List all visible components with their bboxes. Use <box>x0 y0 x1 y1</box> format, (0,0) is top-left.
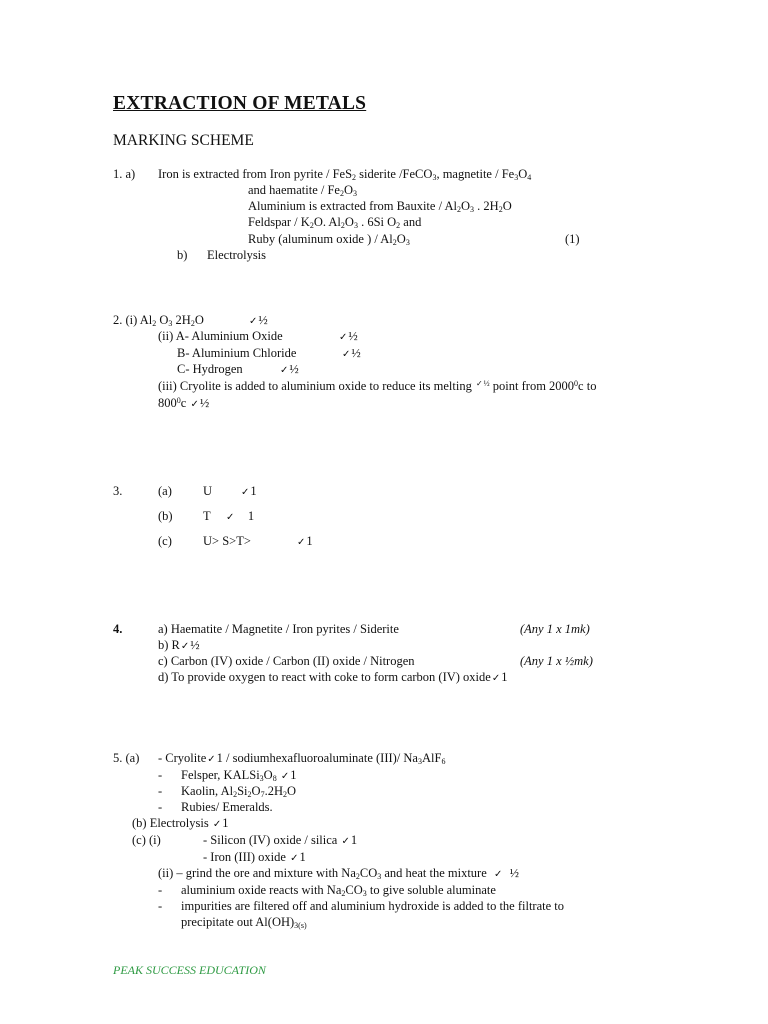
q3-b-answer: T <box>203 509 211 523</box>
q4-a-mark: (Any 1 x 1mk) <box>520 622 590 636</box>
q2-ii-b-mark: ✓½ <box>342 346 361 360</box>
tick-icon: ✓ <box>226 512 235 523</box>
q2-line-i: 2. (i) $Al_2$ $O_3$ $2H_2O$ <box>113 313 204 328</box>
q4-c: c) Carbon (IV) oxide / Carbon (II) oxide / Nitrogen <box>158 654 415 668</box>
q3-a-answer: U <box>203 484 213 498</box>
tick-icon: ✓ <box>212 819 222 830</box>
tick-icon: ✓ <box>207 754 216 765</box>
q2-iii-line2: $800^0c$ ✓½ <box>158 396 210 410</box>
q1-iron-line: Iron is extracted from Iron pyrite / FeS$_2$ siderite /FeCO$_3$, magnetite / $Fe_3O_4$ <box>158 167 532 182</box>
bullet-dash: - <box>158 800 163 814</box>
q1-mark: (1) <box>565 232 580 246</box>
tick-icon: ✓ <box>249 316 258 327</box>
bullet-dash: - <box>158 768 163 782</box>
q5-c-ii1: (ii) – grind the ore and mixture with $Na_2CO_3$ and heat the mixture ✓ ½ <box>158 866 520 881</box>
q2-ii-b: B- Aluminium Chloride <box>177 346 297 360</box>
tick-icon: ✓ <box>475 379 483 388</box>
q3-b-label: (b) <box>158 509 173 523</box>
q5-c-ii3: impurities are filtered off and aluminium hydroxide is added to the filtrate to <box>181 899 564 913</box>
q2-ii-a-mark: ✓½ <box>339 329 358 343</box>
q5-c-i1: - Silicon (IV) oxide / silica ✓1 <box>203 833 358 847</box>
q5-c-ii4: precipitate out $Al(OH)_{3(s)}$ <box>181 915 307 930</box>
q2-ii-c-mark: ✓½ <box>280 362 299 376</box>
tick-icon: ✓ <box>241 487 250 498</box>
q2-i-mark: ✓½ <box>249 313 268 327</box>
q2-ii-c: C- Hydrogen <box>177 362 243 376</box>
q5-a4: Rubies/ Emeralds. <box>181 800 273 814</box>
q1-ruby-line: Ruby (aluminum oxide ) / $Al_2O_3$ <box>248 232 410 247</box>
tick-icon: ✓ <box>342 349 351 360</box>
q4-c-mark: (Any 1 x ½mk) <box>520 654 593 668</box>
q3-number: 3. <box>113 484 123 498</box>
bullet-dash: - <box>158 784 163 798</box>
bullet-dash: - <box>158 899 163 913</box>
q5-a3: Kaolin, $Al_2Si_2O_7.2H_2O$ <box>181 784 296 799</box>
footer-brand: PEAK SUCCESS EDUCATION <box>113 963 266 977</box>
q5-c-ii2: aluminium oxide reacts with $Na_2CO_3$ to give soluble aluminate <box>181 883 496 898</box>
q4-b: b) R✓½ <box>158 638 200 652</box>
q5-b: (b) Electrolysis ✓1 <box>132 816 229 830</box>
q4-a: a) Haematite / Magnetite / Iron pyrites / Siderite <box>158 622 399 636</box>
q1-number: 1. a) <box>113 167 136 181</box>
q5-c-label: (c) (i) <box>132 833 161 847</box>
q2-iii-line: (iii) Cryolite is added to aluminium oxide to reduce its melting ✓$^{\frac{1}{2}}$ point from 2000$^0$c to <box>158 379 597 393</box>
q1-haematite-line: and haematite / $Fe_2O_3$ <box>248 183 358 198</box>
tick-icon: ✓ <box>491 673 501 684</box>
q4-number: 4. <box>113 622 123 636</box>
q1-b-answer: Electrolysis <box>207 248 267 262</box>
q3-c-answer: U> S>T> <box>203 534 251 548</box>
q1-b-label: b) <box>177 248 188 262</box>
q1-bauxite-line: Aluminium is extracted from Bauxite / $Al_2O_3$ . $2H_2O$ <box>248 199 512 214</box>
q2-ii-a: (ii) A- Aluminium Oxide <box>158 329 283 343</box>
q3-c-label: (c) <box>158 534 172 548</box>
tick-icon: ✓ <box>190 399 199 410</box>
q3-b-mark: ✓ 1 <box>226 509 255 523</box>
q3-a-mark: ✓1 <box>241 484 257 498</box>
q1-feldspar-line: Feldspar / $K_2O$. $Al_2O_3$ . 6Si $O_2$ and <box>248 215 422 230</box>
tick-icon: ✓ <box>280 771 290 782</box>
q3-a-label: (a) <box>158 484 172 498</box>
q5-c-i2: - Iron (III) oxide ✓1 <box>203 850 306 864</box>
tick-icon: ✓ <box>180 641 190 652</box>
tick-icon: ✓ <box>341 836 350 847</box>
page-subtitle: MARKING SCHEME <box>113 132 254 149</box>
tick-icon: ✓ <box>290 853 299 864</box>
q4-d: d) To provide oxygen to react with coke to form carbon (IV) oxide✓1 <box>158 670 508 684</box>
q5-a1: - Cryolite✓1 / sodiumhexafluoroaluminate (III)/ $Na_3AlF_6$ <box>158 751 446 766</box>
tick-icon: ✓ <box>280 365 289 376</box>
page-title: EXTRACTION OF METALS <box>113 93 367 114</box>
q5-number: 5. (a) <box>113 751 140 765</box>
tick-icon: ✓ <box>494 869 503 880</box>
q3-c-mark: ✓1 <box>297 534 313 548</box>
q5-a2: Felsper, $KALSi_3O_8$ ✓1 <box>181 768 297 783</box>
tick-icon: ✓ <box>339 332 348 343</box>
bullet-dash: - <box>158 883 163 897</box>
tick-icon: ✓ <box>297 537 306 548</box>
